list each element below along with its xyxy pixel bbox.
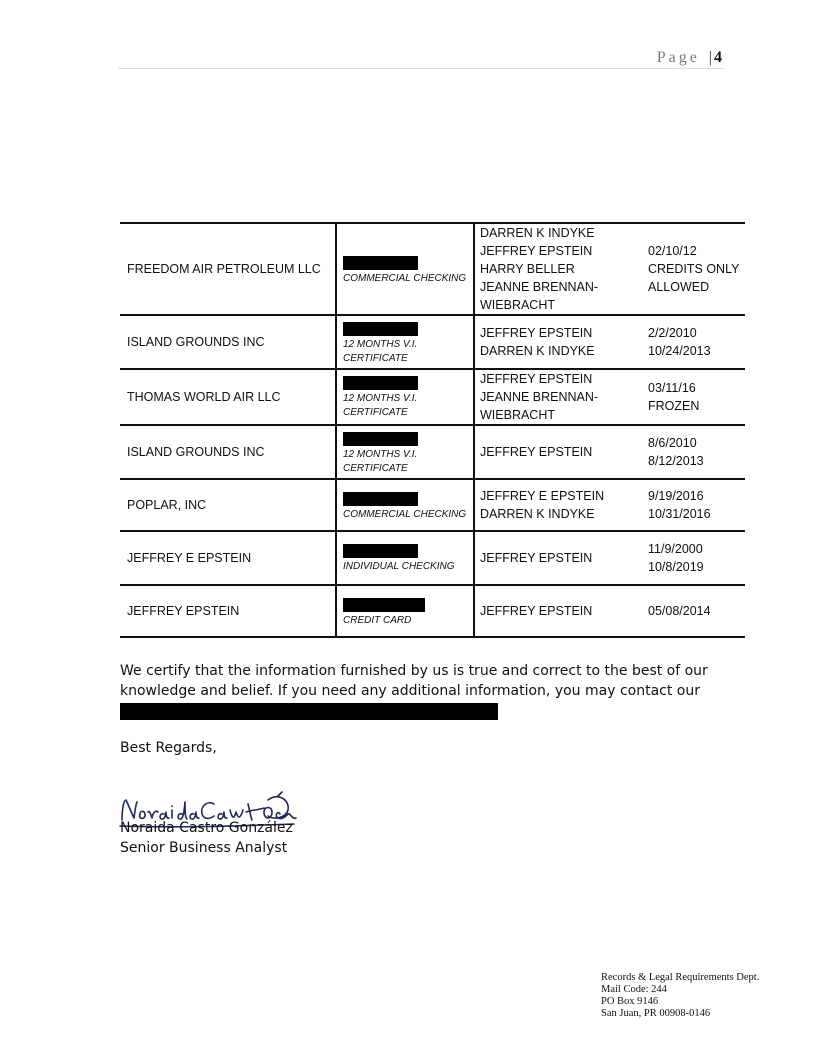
account-holder-name: JEFFREY E EPSTEIN	[127, 551, 252, 565]
date-line: 02/10/12	[648, 244, 697, 258]
date-line: FROZEN	[648, 399, 700, 413]
page-separator: |	[708, 49, 712, 66]
dates-cell	[640, 315, 745, 369]
footer-line: San Juan, PR 00908-0146	[601, 1008, 711, 1019]
account-type-line: 12 MONTHS V.I.	[343, 393, 418, 404]
date-line: 03/11/16	[648, 381, 696, 395]
account-cell	[336, 425, 474, 479]
table-row	[120, 425, 745, 479]
account-type: CREDIT CARD	[343, 615, 412, 626]
signers-cell	[474, 585, 640, 637]
date-line: CREDITS ONLY	[648, 262, 740, 276]
account-type: COMMERCIAL CHECKING	[343, 509, 467, 520]
redaction-bar	[343, 598, 425, 612]
redaction-bar	[343, 256, 418, 270]
account-holder-name: ISLAND GROUNDS INC	[127, 335, 265, 349]
dates-cell	[640, 479, 745, 531]
account-cell	[336, 531, 474, 585]
redaction-bar	[343, 376, 418, 390]
page-number: 4	[714, 49, 722, 66]
footer-line: Records & Legal Requirements Dept.	[601, 972, 760, 983]
date-line: 05/08/2014	[648, 604, 711, 618]
page-number-label	[657, 49, 722, 67]
account-type: COMMERCIAL CHECKING	[343, 273, 467, 284]
account-cell	[336, 223, 474, 315]
signer-block	[120, 818, 293, 858]
signers-cell	[474, 315, 640, 369]
signer-line: JEFFREY EPSTEIN	[480, 244, 593, 258]
signer-line: JEANNE BRENNAN-	[480, 280, 599, 294]
signer-line: JEANNE BRENNAN-	[480, 390, 599, 404]
signer-line: JEFFREY EPSTEIN	[480, 551, 593, 565]
signers-cell	[474, 531, 640, 585]
table-row	[120, 369, 745, 425]
date-line: 8/12/2013	[648, 454, 704, 468]
redaction-bar	[343, 544, 418, 558]
redaction-bar	[343, 492, 418, 506]
account-holder-name: FREEDOM AIR PETROLEUM LLC	[127, 262, 321, 276]
signer-line: JEFFREY EPSTEIN	[480, 445, 593, 459]
signer-line: WIEBRACHT	[480, 298, 555, 312]
signer-line: WIEBRACHT	[480, 408, 555, 422]
account-cell	[336, 315, 474, 369]
account-type-line: CERTIFICATE	[343, 463, 408, 474]
signer-line: DARREN K INDYKE	[480, 226, 595, 240]
account-holder-name: POPLAR, INC	[127, 498, 207, 512]
account-type	[343, 338, 417, 366]
signers-cell	[474, 425, 640, 479]
date-line: 10/8/2019	[648, 560, 704, 574]
date-line: 11/9/2000	[648, 542, 703, 556]
table-row	[120, 585, 745, 637]
table-row	[120, 315, 745, 369]
table-row	[120, 479, 745, 531]
account-cell	[336, 369, 474, 425]
dates-cell	[640, 223, 745, 315]
certification-paragraph: We certify that the information furnished by us is true and correct to the best of our knowledge and belief. If you need any additional information, you may contact our	[120, 663, 708, 699]
account-type	[343, 392, 417, 420]
account-cell	[336, 479, 474, 531]
signers-cell	[474, 223, 640, 315]
date-line: 8/6/2010	[648, 436, 697, 450]
footer-line: PO Box 9146	[601, 996, 659, 1007]
date-line: ALLOWED	[648, 280, 710, 294]
dates-cell	[640, 531, 745, 585]
table-row	[120, 531, 745, 585]
account-type-line: 12 MONTHS V.I.	[343, 339, 418, 350]
table-row	[120, 223, 745, 315]
signers-cell	[474, 369, 640, 425]
signer-title: Senior Business Analyst	[120, 840, 288, 856]
signer-line: HARRY BELLER	[480, 262, 575, 276]
date-line: 2/2/2010	[648, 326, 697, 340]
signer-line: JEFFREY EPSTEIN	[480, 604, 593, 618]
redaction-bar	[343, 322, 418, 336]
signers-cell	[474, 479, 640, 531]
footer-line: Mail Code: 244	[601, 984, 667, 995]
account-holder-name: JEFFREY EPSTEIN	[127, 604, 240, 618]
signer-line: DARREN K INDYKE	[480, 507, 595, 521]
account-type-line: 12 MONTHS V.I.	[343, 449, 418, 460]
account-type-line: CERTIFICATE	[343, 407, 408, 418]
accounts-table	[120, 222, 745, 638]
signer-line: DARREN K INDYKE	[480, 344, 595, 358]
account-cell	[336, 585, 474, 637]
closing-salutation: Best Regards,	[120, 740, 217, 756]
signer-line: JEFFREY EPSTEIN	[480, 326, 593, 340]
page-word: Page	[656, 49, 700, 66]
contact-redaction-bar	[120, 703, 498, 720]
account-holder-name: ISLAND GROUNDS INC	[127, 445, 265, 459]
date-line: 10/24/2013	[648, 344, 711, 358]
signer-name: Noraida Castro González	[120, 820, 293, 836]
account-holder-name: THOMAS WORLD AIR LLC	[127, 390, 281, 404]
redaction-bar	[343, 432, 418, 446]
date-line: 9/19/2016	[648, 489, 704, 503]
account-type-line: CERTIFICATE	[343, 353, 408, 364]
signer-line: JEFFREY EPSTEIN	[480, 372, 593, 386]
signer-line: JEFFREY E EPSTEIN	[480, 489, 605, 503]
date-line: 10/31/2016	[648, 507, 711, 521]
dates-cell	[640, 585, 745, 637]
account-type	[343, 448, 417, 476]
dates-cell	[640, 425, 745, 479]
footer-address	[601, 972, 801, 1020]
page-header	[118, 44, 724, 69]
account-type: INDIVIDUAL CHECKING	[343, 561, 455, 572]
dates-cell	[640, 369, 745, 425]
